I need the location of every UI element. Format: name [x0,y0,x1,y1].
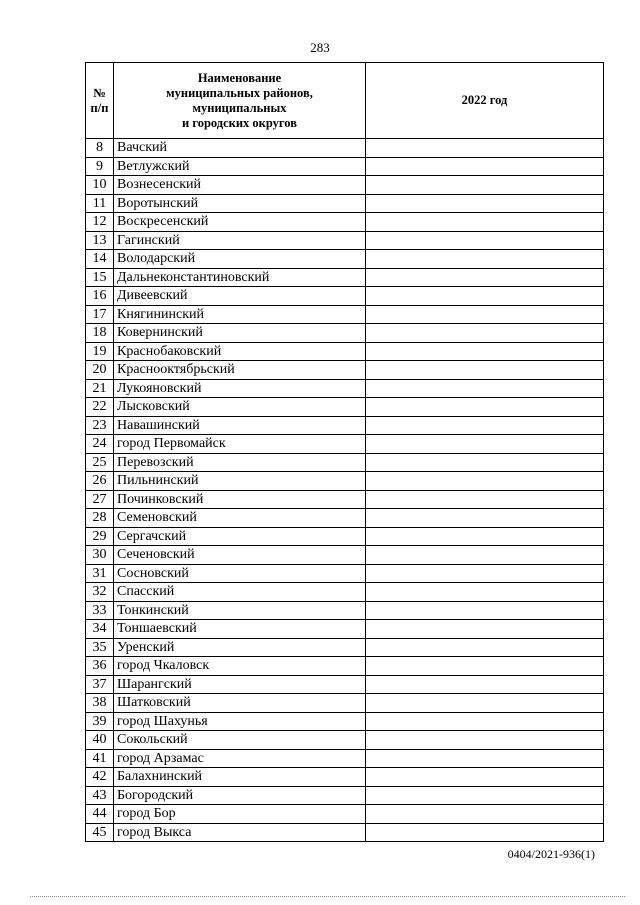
row-number: 37 [86,675,114,694]
row-year-value [366,231,604,250]
row-year-value [366,583,604,602]
row-number: 30 [86,546,114,565]
row-number: 21 [86,379,114,398]
row-year-value [366,731,604,750]
row-municipality-name: Володарский [114,250,366,269]
row-number: 24 [86,435,114,454]
row-year-value [366,305,604,324]
table-row [86,601,604,620]
row-municipality-name: Шатковский [114,694,366,713]
row-municipality-name: город Арзамас [114,749,366,768]
row-year-value [366,268,604,287]
row-municipality-name: Ковернинский [114,324,366,343]
row-year-value [366,527,604,546]
row-year-value [366,823,604,842]
row-year-value [366,250,604,269]
row-year-value [366,805,604,824]
table-row [86,361,604,380]
table-row [86,509,604,528]
table-row [86,731,604,750]
table-row [86,287,604,306]
row-number: 13 [86,231,114,250]
row-municipality-name: Починковский [114,490,366,509]
row-number: 15 [86,268,114,287]
row-year-value [366,546,604,565]
row-municipality-name: Шарангский [114,675,366,694]
row-municipality-name: Дальнеконстантиновский [114,268,366,287]
row-year-value [366,768,604,787]
row-year-value [366,601,604,620]
row-number: 33 [86,601,114,620]
row-number: 44 [86,805,114,824]
row-municipality-name: город Чкаловск [114,657,366,676]
bottom-divider [30,896,625,897]
table-row [86,805,604,824]
table-row [86,546,604,565]
row-number: 36 [86,657,114,676]
row-number: 22 [86,398,114,417]
table-row [86,231,604,250]
table-row [86,213,604,232]
row-year-value [366,287,604,306]
row-number: 23 [86,416,114,435]
table-body [86,139,604,842]
row-number: 42 [86,768,114,787]
row-year-value [366,176,604,195]
table-row [86,823,604,842]
row-year-value [366,194,604,213]
table-row [86,675,604,694]
row-municipality-name: Сеченовский [114,546,366,565]
row-municipality-name: Тонкинский [114,601,366,620]
table-row [86,416,604,435]
row-number: 35 [86,638,114,657]
header-number-line: № [93,85,106,100]
row-year-value [366,564,604,583]
row-year-value [366,416,604,435]
row-number: 17 [86,305,114,324]
table-row [86,250,604,269]
table-row [86,435,604,454]
table-row [86,620,604,639]
header-number-line: п/п [90,100,109,115]
row-number: 16 [86,287,114,306]
table-row [86,268,604,287]
row-year-value [366,213,604,232]
row-municipality-name: город Первомайск [114,435,366,454]
row-number: 18 [86,324,114,343]
row-year-value [366,139,604,158]
row-number: 38 [86,694,114,713]
header-name-line: муниципальных районов, [166,85,313,100]
row-municipality-name: Пильнинский [114,472,366,491]
header-number [86,63,114,139]
page-number: 283 [310,40,330,55]
table-row [86,139,604,158]
row-number: 12 [86,213,114,232]
row-number: 39 [86,712,114,731]
row-number: 34 [86,620,114,639]
table-row [86,379,604,398]
row-year-value [366,749,604,768]
table-row [86,472,604,491]
table-row [86,157,604,176]
row-number: 8 [86,139,114,158]
row-municipality-name: Ветлужский [114,157,366,176]
row-municipality-name: город Шахунья [114,712,366,731]
row-year-value [366,712,604,731]
table-row [86,398,604,417]
table-row [86,712,604,731]
row-municipality-name: Уренский [114,638,366,657]
row-municipality-name: Гагинский [114,231,366,250]
table-row [86,564,604,583]
row-number: 25 [86,453,114,472]
municipalities-table [85,62,604,842]
table-row [86,324,604,343]
row-year-value [366,472,604,491]
row-number: 28 [86,509,114,528]
row-year-value [366,694,604,713]
row-number: 41 [86,749,114,768]
table-row [86,638,604,657]
row-year-value [366,157,604,176]
table-row [86,657,604,676]
header-name [114,63,366,139]
table-row [86,453,604,472]
header-name-line: Наименование [197,70,282,85]
row-number: 29 [86,527,114,546]
row-number: 27 [86,490,114,509]
row-municipality-name: Воскресенский [114,213,366,232]
table-row [86,305,604,324]
row-year-value [366,509,604,528]
document-code: 0404/2021-936(1) [507,847,595,861]
row-year-value [366,379,604,398]
row-year-value [366,490,604,509]
row-year-value [366,342,604,361]
row-municipality-name: Балахнинский [114,768,366,787]
row-municipality-name: Княгининский [114,305,366,324]
row-municipality-name: город Бор [114,805,366,824]
row-year-value [366,453,604,472]
row-year-value [366,786,604,805]
row-year-value [366,620,604,639]
row-municipality-name: Вачский [114,139,366,158]
row-municipality-name: Воротынский [114,194,366,213]
row-municipality-name: Краснооктябрьский [114,361,366,380]
row-year-value [366,324,604,343]
row-year-value [366,638,604,657]
row-municipality-name: Семеновский [114,509,366,528]
table-row [86,194,604,213]
row-number: 32 [86,583,114,602]
row-year-value [366,675,604,694]
row-municipality-name: Лысковский [114,398,366,417]
row-year-value [366,361,604,380]
row-number: 14 [86,250,114,269]
row-municipality-name: город Выкса [114,823,366,842]
table-row [86,342,604,361]
table-row [86,768,604,787]
row-municipality-name: Тоншаевский [114,620,366,639]
row-number: 10 [86,176,114,195]
table-row [86,490,604,509]
header-name-line: муниципальных [192,100,287,115]
row-number: 19 [86,342,114,361]
row-year-value [366,435,604,454]
row-year-value [366,657,604,676]
row-municipality-name: Навашинский [114,416,366,435]
row-municipality-name: Сосновский [114,564,366,583]
row-municipality-name: Спасский [114,583,366,602]
table-row [86,749,604,768]
table-row [86,527,604,546]
row-municipality-name: Богородский [114,786,366,805]
header-name-line: и городских округов [182,115,297,130]
table-header [86,63,604,139]
row-municipality-name: Вознесенский [114,176,366,195]
row-number: 43 [86,786,114,805]
row-number: 9 [86,157,114,176]
table-row [86,583,604,602]
row-number: 11 [86,194,114,213]
row-municipality-name: Сергачский [114,527,366,546]
row-municipality-name: Лукояновский [114,379,366,398]
row-municipality-name: Дивеевский [114,287,366,306]
header-year: 2022 год [366,63,604,139]
row-number: 31 [86,564,114,583]
table-row [86,694,604,713]
row-municipality-name: Краснобаковский [114,342,366,361]
row-municipality-name: Перевозский [114,453,366,472]
row-number: 26 [86,472,114,491]
row-number: 20 [86,361,114,380]
row-year-value [366,398,604,417]
table-row [86,176,604,195]
row-number: 40 [86,731,114,750]
row-municipality-name: Сокольский [114,731,366,750]
row-number: 45 [86,823,114,842]
table-row [86,786,604,805]
